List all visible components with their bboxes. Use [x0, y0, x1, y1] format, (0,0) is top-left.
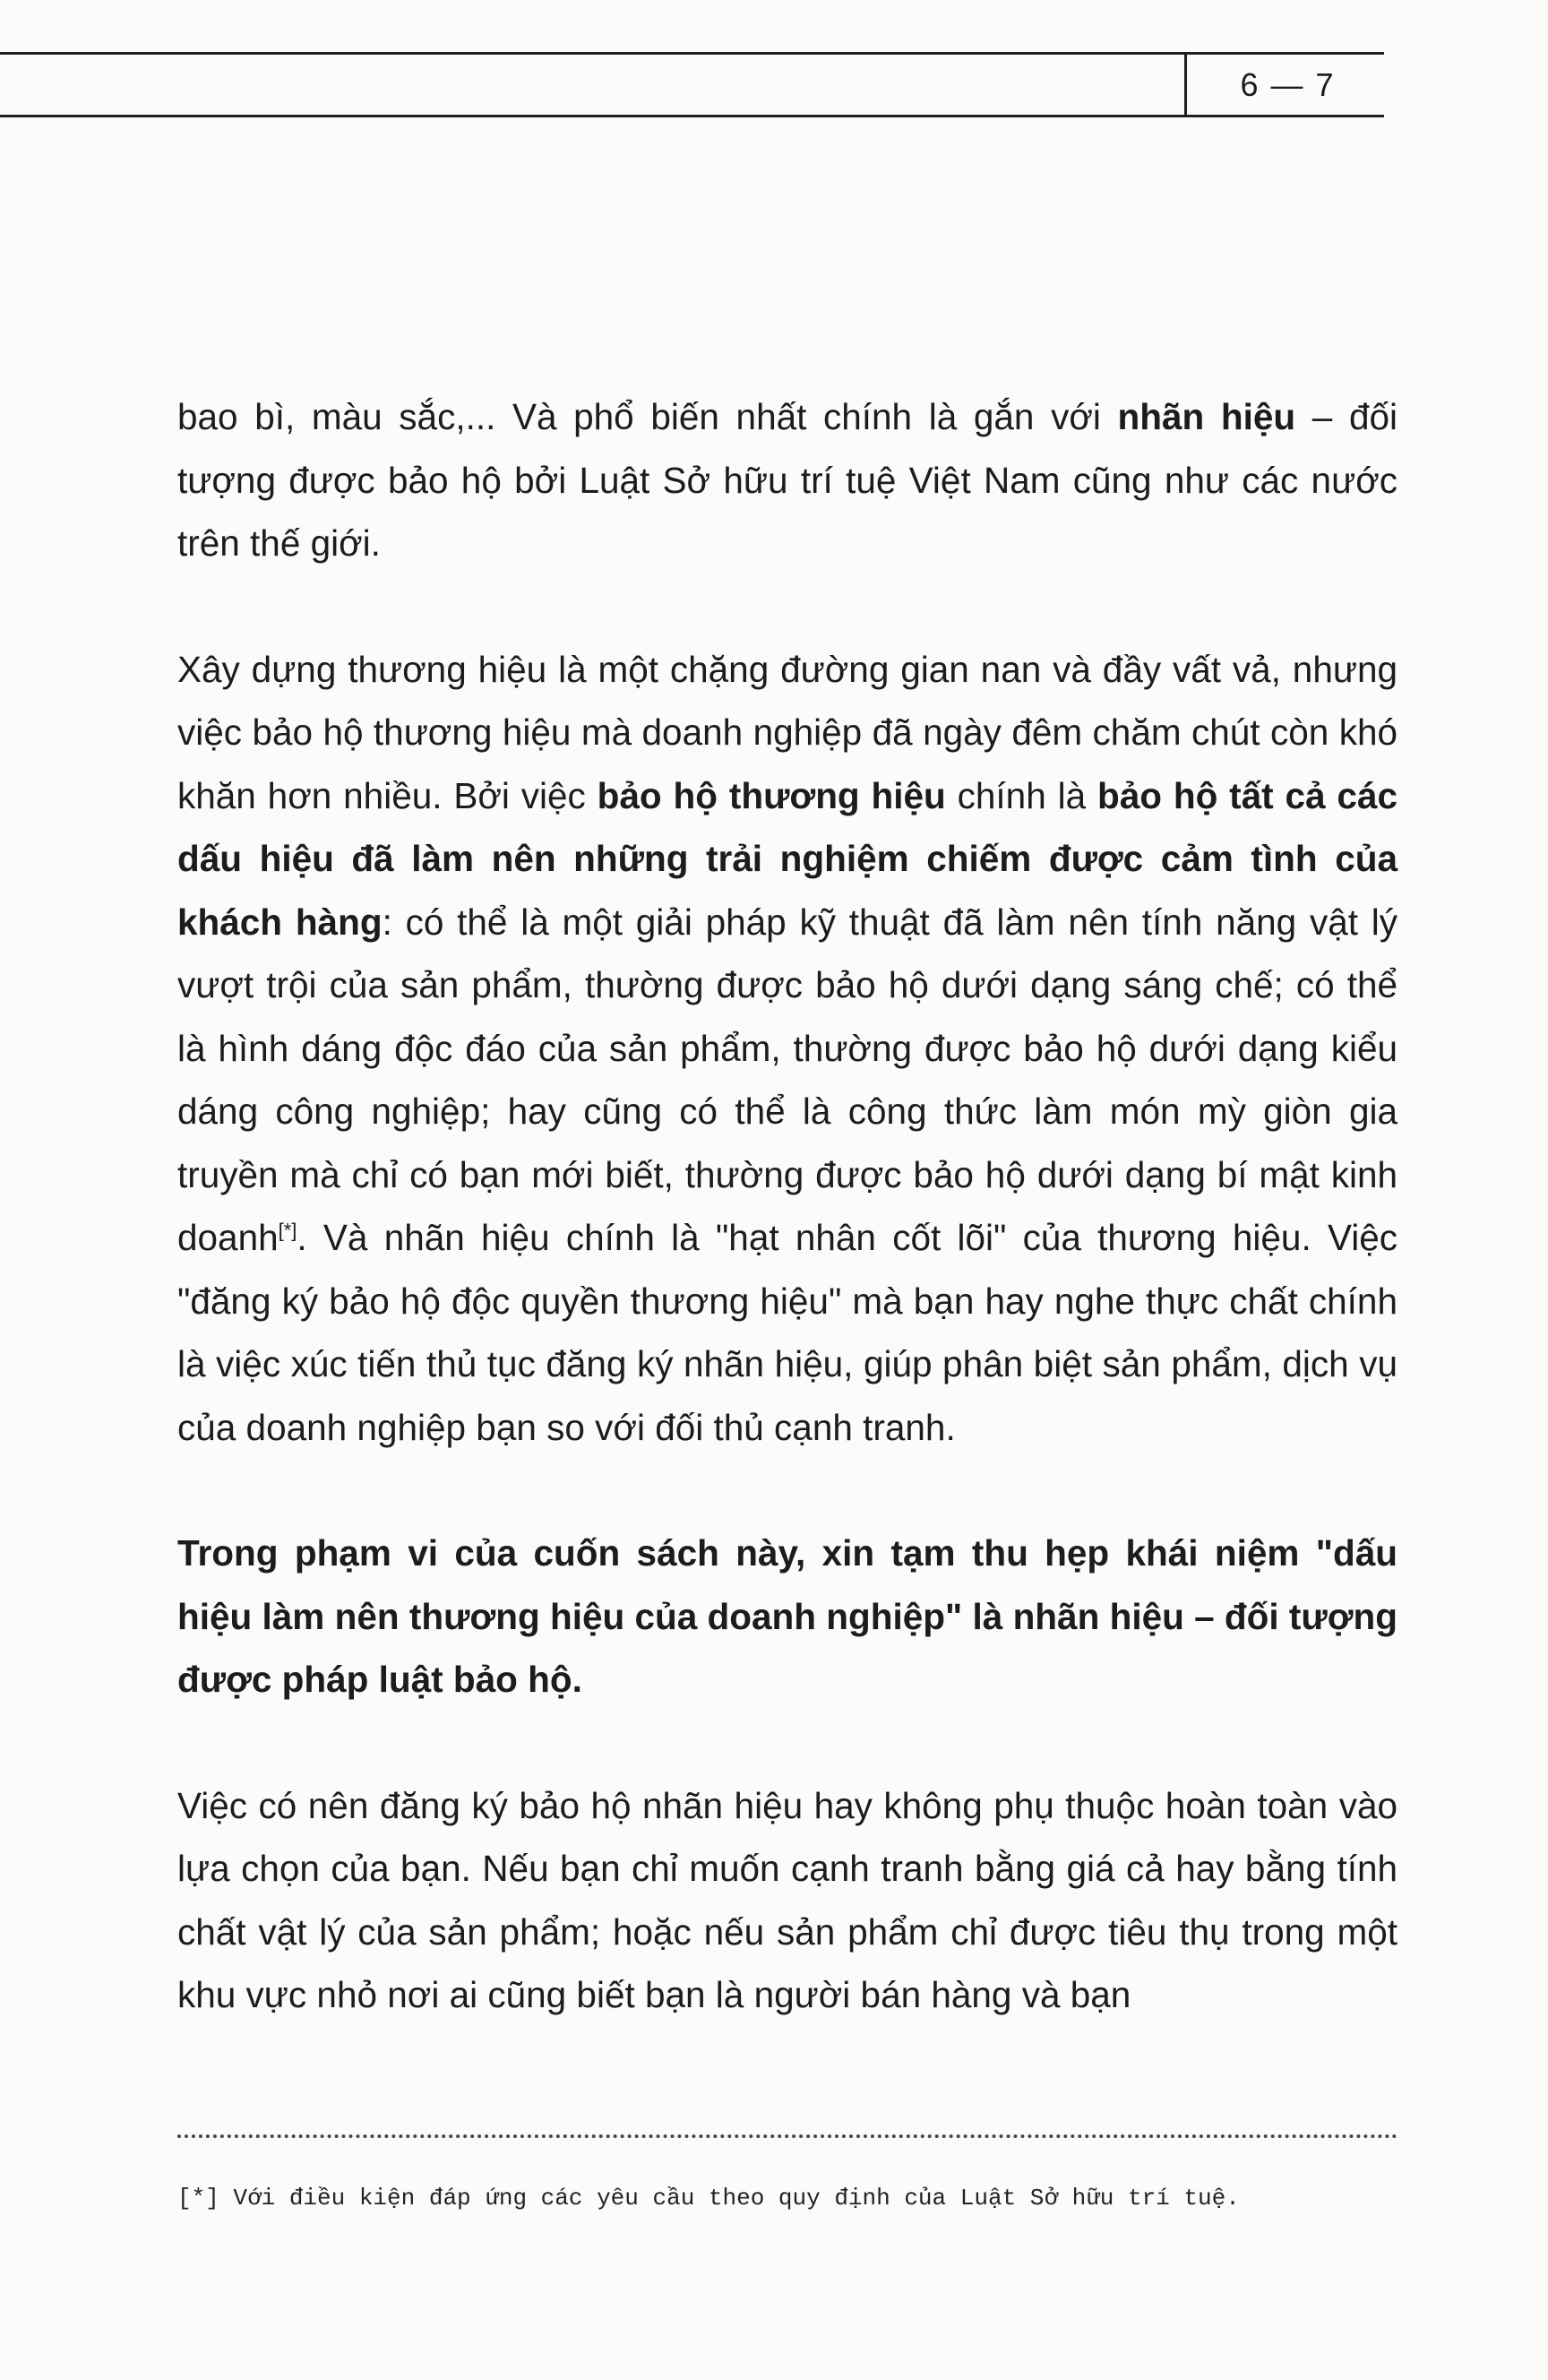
bold-segment: bảo hộ thương hiệu	[597, 774, 946, 816]
header-rule-bottom	[0, 115, 1384, 117]
footnote-divider	[177, 2134, 1398, 2138]
text-segment: bao bì, màu sắc,... Và phổ biến nhất chính là gắn với	[177, 396, 1118, 437]
bold-segment: bảo hộ tất cả các dấu hiệu đã làm nên những trải nghiệm chiếm được cảm tình của khách hàng	[177, 774, 1398, 943]
text-segment: . Và nhãn hiệu chính là "hạt nhân cốt lõi" của thương hiệu. Việc "đăng ký bảo hộ độc quyền thương hiệu" mà bạn hay nghe thực chất chính là việc xúc tiến thủ tục đăng ký nhãn hiệu, giúp phân biệt sản phẩm, dịch vụ của doanh nghiệp bạn so với đối thủ cạnh tranh.	[177, 1217, 1398, 1448]
text-segment: chính là	[945, 774, 1097, 816]
text-segment: : có thể là một giải pháp kỹ thuật đã làm nên tính năng vật lý vượt trội của sản phẩm, thường được bảo hộ dưới dạng sáng chế; có thể là hình dáng độc đáo của sản phẩm, thường được bảo hộ dưới dạng kiểu dáng công nghiệp; hay cũng có thể là công thức làm món mỳ giòn gia truyền mà chỉ có bạn mới biết, thường được bảo hộ dưới dạng bí mật kinh doanh	[177, 901, 1398, 1258]
footnote-marker: [*]	[278, 1219, 297, 1242]
text-segment: Xây dựng thương hiệu là một chặng đường gian nan và đầy vất vả, nhưng việc bảo hộ thương hiệu mà doanh nghiệp đã ngày đêm chăm chút còn khó khăn hơn nhiều. Bởi việc	[177, 648, 1398, 816]
paragraph-2	[177, 638, 1398, 1460]
bold-segment: nhãn hiệu	[1117, 396, 1296, 437]
body-text	[177, 385, 1398, 2027]
page-number: 6 — 7	[1240, 65, 1336, 103]
text-segment: – đối tượng được bảo hộ bởi Luật Sở hữu trí tuệ Việt Nam cũng như các nước trên thế giới.	[177, 396, 1398, 564]
paragraph-4	[177, 1774, 1398, 2027]
text-segment: Việc có nên đăng ký bảo hộ nhãn hiệu hay không phụ thuộc hoàn toàn vào lựa chọn của bạn. Nếu bạn chỉ muốn cạnh tranh bằng giá cả hay bằng tính chất vật lý của sản phẩm; hoặc nếu sản phẩm chỉ được tiêu thụ trong một khu vực nhỏ nơi ai cũng biết bạn là người bán hàng và bạn	[177, 1784, 1398, 2015]
header-divider	[1184, 52, 1187, 117]
paragraph-1	[177, 385, 1398, 575]
footnote: [*] Với điều kiện đáp ứng các yêu cầu theo quy định của Luật Sở hữu trí tuệ.	[177, 2185, 1240, 2212]
paragraph-3	[177, 1522, 1398, 1712]
header-rule-top	[0, 52, 1384, 55]
bold-segment: Trong phạm vi của cuốn sách này, xin tạm thu hẹp khái niệm "dấu hiệu làm nên thương hiệu của doanh nghiệp" là nhãn hiệu – đối tượng được pháp luật bảo hộ.	[177, 1532, 1398, 1700]
